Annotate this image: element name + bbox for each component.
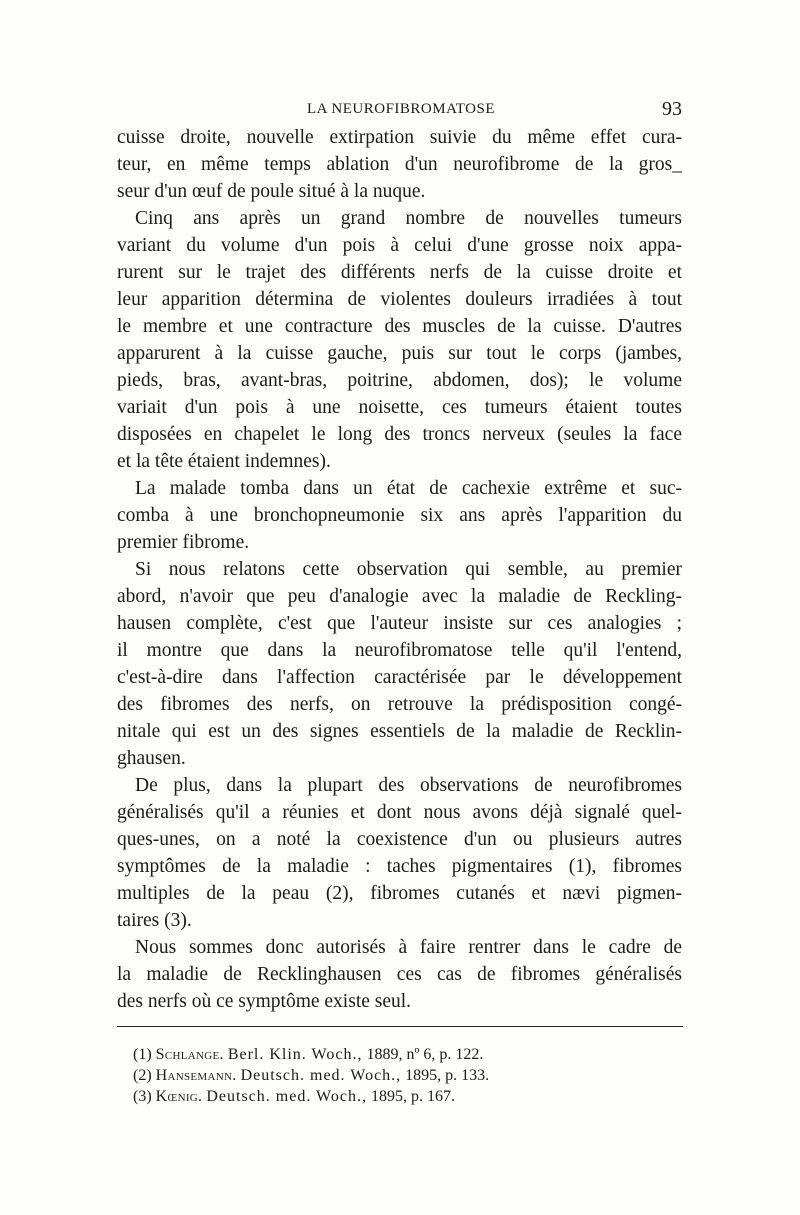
footnote-details: 1895, p. 133. <box>405 1067 490 1084</box>
text-line: comba à une bronchopneumonie six ans après l'apparition du <box>117 505 682 526</box>
footnote-author: Hansemann. <box>155 1067 237 1084</box>
text-line: De plus, dans la plupart des observations de neurofibromes <box>135 775 682 796</box>
text-line: seur d'un œuf de poule situé à la nuque. <box>117 181 426 202</box>
footnote-number: (2) <box>133 1067 152 1084</box>
text-line: nitale qui est un des signes essentiels de la maladie de Recklin- <box>117 721 682 742</box>
text-line: teur, en même temps ablation d'un neurofibrome de la gros_ <box>117 154 682 175</box>
footnote-details: 1889, nº 6, p. 122. <box>366 1046 484 1063</box>
text-line: La malade tomba dans un état de cachexie extrême et suc- <box>135 478 682 499</box>
footnote <box>133 1044 593 1065</box>
footnote <box>133 1065 593 1086</box>
text-line: la maladie de Recklinghausen ces cas de fibromes généralisés <box>117 964 682 985</box>
footnote-author: Kœnig. <box>155 1088 203 1105</box>
text-line: leur apparition détermina de violentes douleurs irradiées à tout <box>117 289 682 310</box>
footnote-journal: Deutsch. med. Woch., <box>240 1067 402 1084</box>
text-line: premier fibrome. <box>117 532 250 553</box>
body-text <box>117 124 682 1015</box>
text-line: abord, n'avoir que peu d'analogie avec la maladie de Reckling- <box>117 586 682 607</box>
footnote-details: 1895, p. 167. <box>370 1088 455 1105</box>
text-line: disposées en chapelet le long des troncs nerveux (seules la face <box>117 424 682 445</box>
text-line: symptômes de la maladie : taches pigmentaires (1), fibromes <box>117 856 682 877</box>
footnotes <box>133 1044 593 1107</box>
page-header <box>117 98 682 122</box>
text-line: des fibromes des nerfs, on retrouve la prédisposition congé- <box>117 694 682 715</box>
text-line: cuisse droite, nouvelle extirpation suivie du même effet cura- <box>117 127 682 148</box>
footnote-author: Schlange. <box>155 1046 224 1063</box>
footnote <box>133 1086 593 1107</box>
text-line: Si nous relatons cette observation qui semble, au premier <box>135 559 682 580</box>
text-line: généralisés qu'il a réunies et dont nous avons déjà signalé quel- <box>117 802 682 823</box>
footnote-separator <box>117 1026 683 1027</box>
text-line: variant du volume d'un pois à celui d'une grosse noix appa- <box>117 235 682 256</box>
text-line: variait d'un pois à une noisette, ces tumeurs étaient toutes <box>117 397 682 418</box>
text-line: hausen complète, c'est que l'auteur insiste sur ces analogies ; <box>117 613 682 634</box>
page-number: 93 <box>662 98 682 120</box>
text-line: il montre que dans la neurofibromatose telle qu'il l'entend, <box>117 640 682 661</box>
running-title: LA NEUROFIBROMATOSE <box>307 101 495 117</box>
text-line: apparurent à la cuisse gauche, puis sur tout le corps (jambes, <box>117 343 682 364</box>
footnote-journal: Berl. Klin. Woch., <box>227 1046 363 1063</box>
text-line: multiples de la peau (2), fibromes cutanés et nævi pigmen- <box>117 883 682 904</box>
text-line: c'est-à-dire dans l'affection caractérisée par le développement <box>117 667 682 688</box>
footnote-number: (3) <box>133 1088 152 1105</box>
text-line: Nous sommes donc autorisés à faire rentrer dans le cadre de <box>135 937 682 958</box>
text-line: le membre et une contracture des muscles de la cuisse. D'autres <box>117 316 682 337</box>
footnote-journal: Deutsch. med. Woch., <box>206 1088 367 1105</box>
text-line: des nerfs où ce symptôme existe seul. <box>117 991 412 1012</box>
text-line: Cinq ans après un grand nombre de nouvelles tumeurs <box>135 208 682 229</box>
text-line: ques-unes, on a noté la coexistence d'un ou plusieurs autres <box>117 829 682 850</box>
text-line: et la tête étaient indemnes). <box>117 451 331 472</box>
text-line: ghausen. <box>117 748 186 769</box>
text-line: rurent sur le trajet des différents nerfs de la cuisse droite et <box>117 262 682 283</box>
text-line: taires (3). <box>117 910 192 931</box>
footnote-number: (1) <box>133 1046 152 1063</box>
text-line: pieds, bras, avant-bras, poitrine, abdomen, dos); le volume <box>117 370 682 391</box>
